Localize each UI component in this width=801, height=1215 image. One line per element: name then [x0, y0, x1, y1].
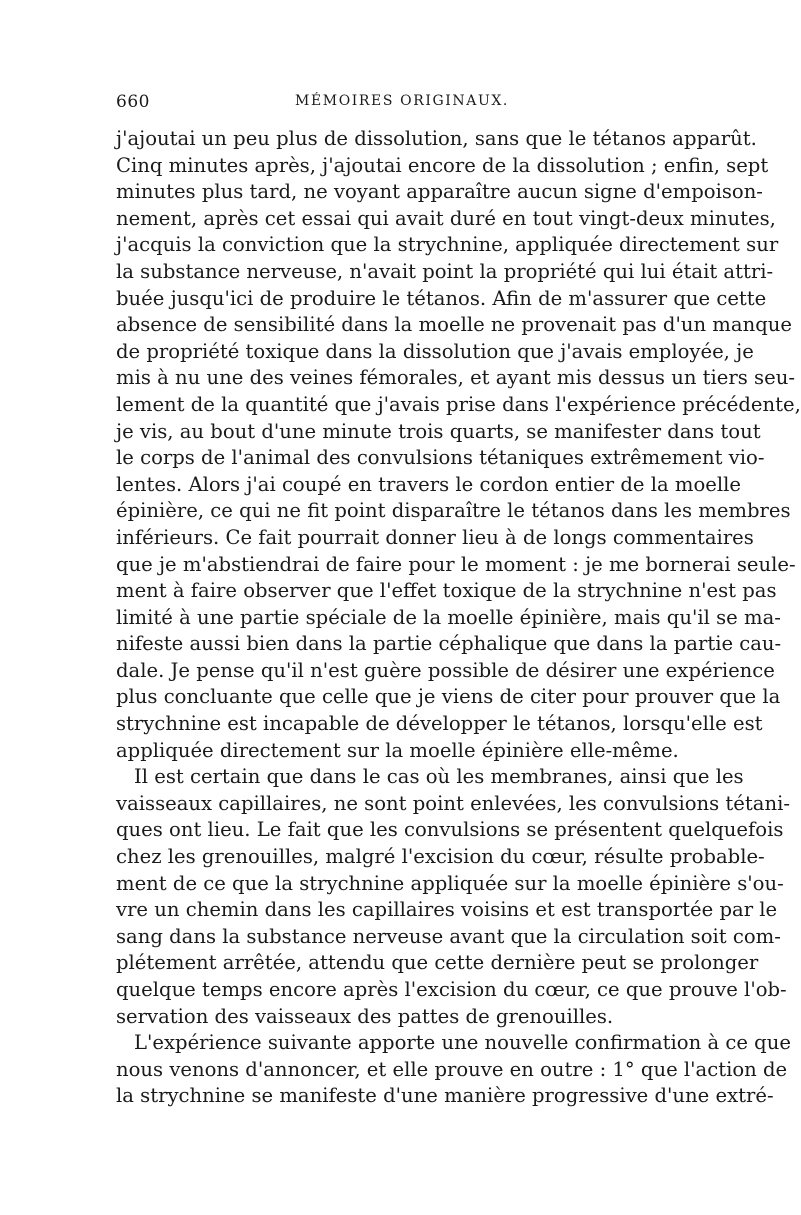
text-line: lentes. Alors j'ai coupé en travers le cordon entier de la moelle — [116, 472, 742, 496]
text-line: limité à une partie spéciale de la moelle épinière, mais qu'il se ma- — [116, 605, 781, 629]
body-text — [116, 126, 801, 1110]
text-line: quelque temps encore après l'excision du cœur, ce que prouve l'ob- — [116, 978, 787, 1001]
text-line: servation des vaisseaux des pattes de grenouilles. — [116, 1004, 614, 1028]
text-line: j'acquis la conviction que la strychnine, appliquée directement sur — [116, 233, 779, 257]
text-line: ment à faire observer que l'effet toxique de la strychnine n'est pas — [116, 579, 777, 603]
text-line: buée jusqu'ici de produire le tétanos. Afin de m'assurer que cette — [116, 286, 767, 310]
text-line: chez les grenouilles, malgré l'excision du cœur, résulte probable- — [116, 845, 765, 869]
text-line: appliquée directement sur la moelle épinière elle-même. — [116, 738, 679, 762]
text-line: minutes plus tard, ne voyant apparaître aucun signe d'empoison- — [116, 180, 763, 204]
text-line: absence de sensibilité dans la moelle ne provenait pas d'un manque — [116, 313, 792, 337]
text-line: épinière, ce qui ne fit point disparaître le tétanos dans les membres — [116, 499, 791, 523]
text-line: nous venons d'annoncer, et elle prouve en outre : 1° que l'action de — [116, 1057, 788, 1081]
running-title: MÉMOIRES ORIGINAUX. — [295, 93, 509, 109]
running-head — [116, 92, 688, 116]
text-line: vre un chemin dans les capillaires voisins et est transportée par le — [116, 898, 778, 922]
text-line: mis à nu une des veines fémorales, et ayant mis dessus un tiers seu- — [116, 366, 795, 390]
text-line: ment de ce que la strychnine appliquée sur la moelle épinière s'ou- — [116, 871, 784, 895]
text-line: le corps de l'animal des convulsions tétaniques extrêmement vio- — [116, 446, 765, 470]
text-line: plus concluante que celle que je viens de citer pour prouver que la — [116, 685, 781, 709]
text-line: la substance nerveuse, n'avait point la propriété qui lui était attri- — [116, 259, 774, 283]
text-line: j'ajoutai un peu plus de dissolution, sans que le tétanos apparût. — [116, 127, 757, 150]
page-number: 660 — [116, 92, 150, 112]
text-line: strychnine est incapable de développer le tétanos, lorsqu'elle est — [116, 712, 763, 736]
text-line: lement de la quantité que j'avais prise dans l'expérience précédente, — [116, 392, 801, 416]
text-line: je vis, au bout d'une minute trois quarts, se manifester dans tout — [116, 419, 761, 443]
text-line: nement, après cet essai qui avait duré en tout vingt-deux minutes, — [116, 206, 776, 230]
text-line: Il est certain que dans le cas où les membranes, ainsi que les — [134, 765, 744, 789]
text-line: que je m'abstiendrai de faire pour le moment : je me bornerai seule- — [116, 552, 796, 576]
text-line: Cinq minutes après, j'ajoutai encore de la dissolution ; enfin, sept — [116, 153, 769, 177]
text-line: la strychnine se manifeste d'une manière progressive d'une extré- — [116, 1084, 774, 1108]
text-line: nifeste aussi bien dans la partie céphalique que dans la partie cau- — [116, 632, 782, 656]
text-line: sang dans la substance nerveuse avant que la circulation soit com- — [116, 924, 781, 948]
text-line: dale. Je pense qu'il n'est guère possible de désirer une expérience — [116, 658, 775, 682]
text-line: plétement arrêtée, attendu que cette dernière peut se prolonger — [116, 951, 759, 975]
text-line: L'expérience suivante apporte une nouvelle confirmation à ce que — [134, 1031, 791, 1055]
text-line: vaisseaux capillaires, ne sont point enlevées, les convulsions tétani- — [116, 791, 790, 815]
text-line: ques ont lieu. Le fait que les convulsions se présentent quelquefois — [116, 818, 784, 842]
text-line: de propriété toxique dans la dissolution que j'avais employée, je — [116, 339, 754, 363]
text-line: inférieurs. Ce fait pourrait donner lieu à de longs commentaires — [116, 525, 754, 549]
